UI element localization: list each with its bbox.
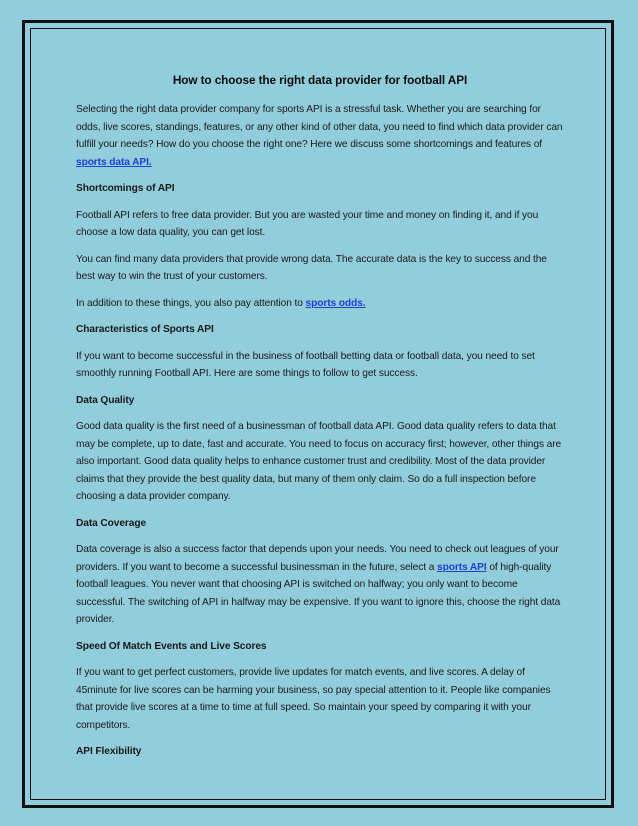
- shortcomings-heading: Shortcomings of API: [76, 183, 175, 194]
- document-body: [76, 72, 564, 770]
- speed-heading: Speed Of Match Events and Live Scores: [76, 640, 267, 652]
- characteristics-paragraph: If you want to become successful in the business of football betting data or football data, you need to set smoothly running Football API. Here are some things to follow to get success.: [76, 350, 535, 379]
- sports-odds-link[interactable]: sports odds.: [305, 297, 366, 309]
- api-flexibility-heading: API Flexibility: [76, 746, 142, 757]
- shortcomings-paragraph-1: Football API refers to free data provider. But you are wasted your time and money on finding it, and if you choose a low data quality, you can get lost.: [76, 209, 539, 238]
- sports-data-api-link[interactable]: sports data API.: [76, 156, 152, 168]
- data-coverage-paragraph: Data coverage is also a success factor that depends upon your needs. You need to check out leagues of your providers. If you want to become a successful businessman in the future, select a sports API of high-quality football leagues. You never want that choosing API is switched on halfway; you only want to become successful. The switching of API in halfway may be expensive. If you want to ignore this, choose the right data provider.: [76, 544, 561, 625]
- document-title: How to choose the right data provider for football API: [172, 73, 468, 87]
- data-coverage-heading: Data Coverage: [76, 517, 147, 529]
- shortcomings-paragraph-2: You can find many data providers that provide wrong data. The accurate data is the key to success and the best way to win the trust of your customers.: [76, 253, 547, 282]
- data-quality-heading: Data Quality: [76, 394, 135, 406]
- data-quality-paragraph: Good data quality is the first need of a businessman of football data API. Good data quality refers to data that may be complete, up to date, fast and accurate. You need to focus on accuracy first; however, other things are also important. Good data quality helps to enhance customer trust and credibility. Most of the data provider claims that they provide the best quality data, but many of them only claim. So do a full inspection before choosing a data provider company.: [76, 421, 562, 502]
- intro-paragraph: Selecting the right data provider company for sports API is a stressful task. Whether you are searching for odds, live scores, standings, features, or any other kind of other data, you need to find which data provider can fulfill your needs? How do you choose the right one? Here we discuss some shortcomings and features of sports data API.: [76, 104, 563, 168]
- speed-paragraph: If you want to get perfect customers, provide live updates for match events, and live scores. A delay of 45minute for live scores can be harming your business, so pay special attention to it. People like companies that provide live scores at a time to time at full speed. So maintain your speed by comparing it with your competitors.: [76, 667, 551, 731]
- characteristics-heading: Characteristics of Sports API: [76, 324, 214, 335]
- sports-api-link[interactable]: sports API: [437, 561, 487, 573]
- shortcomings-paragraph-3: In addition to these things, you also pay attention to sports odds.: [76, 297, 366, 309]
